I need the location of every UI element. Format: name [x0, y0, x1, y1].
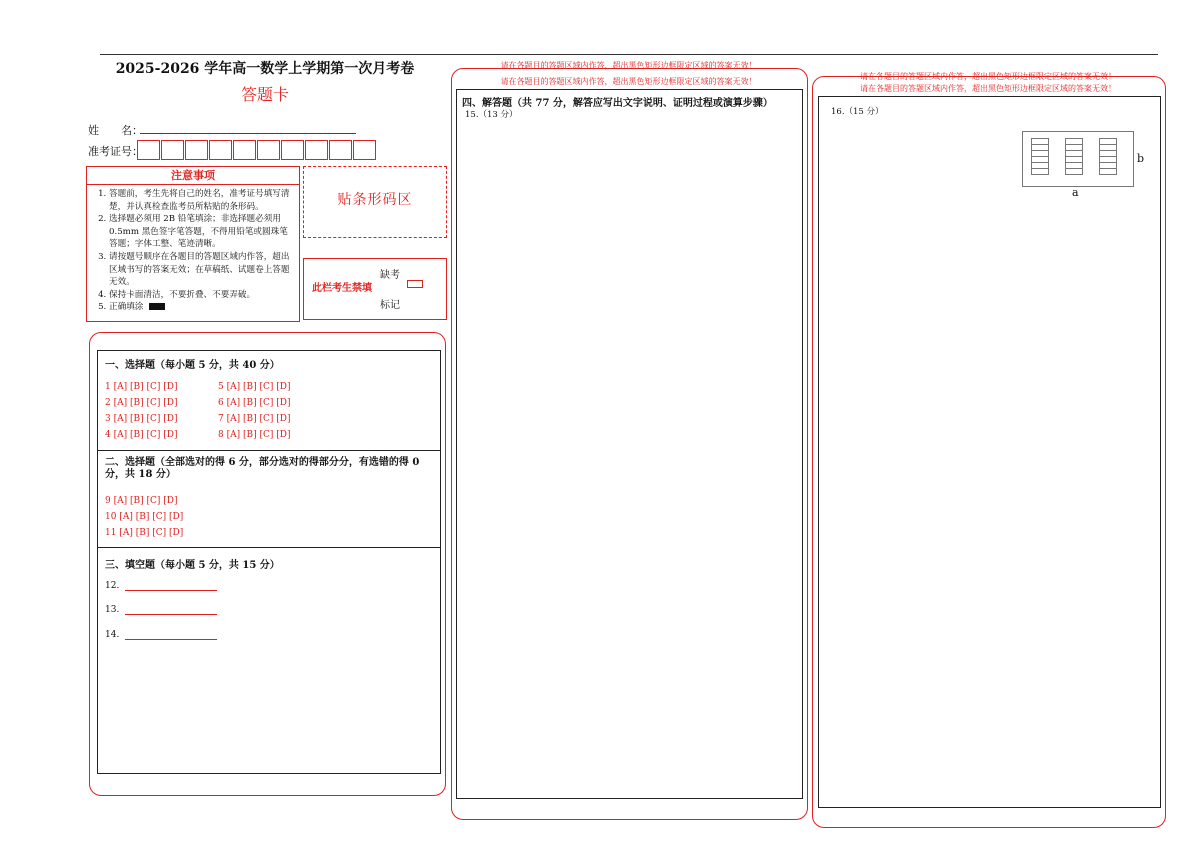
- section3-heading: 三、填空题（每小题 5 分，共 15 分）: [105, 560, 280, 571]
- id-digit-box[interactable]: [233, 140, 256, 160]
- choice-row[interactable]: 8 [A] [B] [C] [D]: [218, 430, 291, 440]
- choice-row[interactable]: 11 [A] [B] [C] [D]: [105, 528, 184, 538]
- notice-item: 正确填涂: [109, 302, 144, 313]
- notice-item: 4. 保持卡面清洁，不要折叠、不要弄破。: [109, 289, 293, 302]
- notice-item-fill-example: [109, 301, 293, 314]
- figure-label-b: b: [1137, 152, 1145, 165]
- choice-row[interactable]: 7 [A] [B] [C] [D]: [218, 414, 291, 424]
- notice-list: [87, 188, 299, 314]
- q15-answer-area[interactable]: [456, 89, 803, 799]
- id-digit-box[interactable]: [329, 140, 352, 160]
- absent-text-top: 缺考: [380, 270, 400, 281]
- card-title: 答题卡: [240, 85, 289, 104]
- name-field[interactable]: [140, 133, 356, 134]
- name-label: 姓 名：: [88, 124, 143, 137]
- section-fill-blank: [97, 547, 441, 774]
- id-digit-box[interactable]: [257, 140, 280, 160]
- shelf-figure: [1022, 131, 1134, 187]
- id-digit-box[interactable]: [281, 140, 304, 160]
- notice-item: 1. 答题前，考生先将自己的姓名，准考证号填写清楚，并认真检查监考员所粘贴的条形码。: [109, 188, 293, 213]
- exam-title: 2025-2026 学年高一数学上学期第一次月考卷: [115, 61, 415, 77]
- absent-mark-box: [303, 258, 447, 320]
- warning-second: 请在各题目的答题区域内作答，超出黑色矩形边框限定区域的答案无效！: [500, 77, 757, 86]
- warning-top: 请在各题目的答题区域内作答，超出黑色矩形边框限定区域的答案无效！: [860, 72, 1116, 81]
- section2-heading: 二、选择题（全部选对的得 6 分，部分选对的得部分分，有选错的得 0 分，共 18 分）: [105, 457, 420, 480]
- choice-row[interactable]: 4 [A] [B] [C] [D]: [105, 430, 178, 440]
- section-multi-choice: [97, 449, 441, 548]
- choice-row[interactable]: 2 [A] [B] [C] [D]: [105, 398, 178, 408]
- shelf-column: [1031, 138, 1049, 175]
- id-digit-box[interactable]: [305, 140, 328, 160]
- barcode-area: 贴条形码区: [303, 166, 447, 238]
- blank-number: 13.: [105, 605, 120, 615]
- blank-number: 14.: [105, 630, 120, 640]
- id-digit-box[interactable]: [185, 140, 208, 160]
- absent-label: 此栏考生禁填: [312, 283, 372, 294]
- shelf-column: [1065, 138, 1083, 175]
- id-digit-box[interactable]: [161, 140, 184, 160]
- id-digit-box[interactable]: [353, 140, 376, 160]
- choice-row[interactable]: 9 [A] [B] [C] [D]: [105, 496, 178, 506]
- blank-row[interactable]: [105, 581, 217, 591]
- id-digit-box[interactable]: [137, 140, 160, 160]
- blank-answer-line[interactable]: [125, 605, 217, 615]
- top-rule: [100, 54, 1158, 55]
- choice-row[interactable]: 6 [A] [B] [C] [D]: [218, 398, 291, 408]
- filled-mark-example: [149, 303, 165, 310]
- id-label: 准考证号：: [88, 145, 143, 158]
- blank-row[interactable]: [105, 630, 217, 640]
- absent-text-bottom: 标记: [380, 300, 400, 311]
- figure-label-a: a: [1072, 186, 1079, 199]
- warning-top: 请在各题目的答题区域内作答，超出黑色矩形边框限定区域的答案无效！: [500, 61, 757, 70]
- blank-row[interactable]: [105, 605, 217, 615]
- notice-item: 3. 请按题号顺序在各题目的答题区域内作答，超出区域书写的答案无效；在草稿纸、试题卷上答题无效。: [109, 251, 293, 289]
- absent-checkbox[interactable]: [407, 280, 423, 288]
- q15-label: 15.（13 分）: [465, 110, 518, 120]
- exam-id-boxes[interactable]: [137, 140, 377, 160]
- choice-row[interactable]: 3 [A] [B] [C] [D]: [105, 414, 178, 424]
- warning-second: 请在各题目的答题区域内作答，超出黑色矩形边框限定区域的答案无效！: [860, 84, 1116, 93]
- choice-row[interactable]: 10 [A] [B] [C] [D]: [105, 512, 184, 522]
- section4-heading: 四、解答题（共 77 分，解答应写出文字说明、证明过程或演算步骤）: [462, 98, 773, 109]
- choice-row[interactable]: 1 [A] [B] [C] [D]: [105, 382, 178, 392]
- section1-heading: 一、选择题（每小题 5 分，共 40 分）: [105, 360, 280, 371]
- q16-answer-area[interactable]: [818, 96, 1161, 808]
- notice-title: 注意事项: [87, 167, 299, 185]
- id-digit-box[interactable]: [209, 140, 232, 160]
- section-choice: [97, 350, 441, 451]
- choice-row[interactable]: 5 [A] [B] [C] [D]: [218, 382, 291, 392]
- notice-item: 2. 选择题必须用 2B 铅笔填涂；非选择题必须用 0.5mm 黑色签字笔答题，不得用铅笔或圆珠笔答题；字体工整、笔迹清晰。: [109, 213, 293, 251]
- blank-answer-line[interactable]: [125, 581, 217, 591]
- notice-box: [86, 166, 300, 322]
- blank-answer-line[interactable]: [125, 630, 217, 640]
- q16-label: 16.（15 分）: [831, 107, 884, 117]
- blank-number: 12.: [105, 581, 120, 591]
- shelf-column: [1099, 138, 1117, 175]
